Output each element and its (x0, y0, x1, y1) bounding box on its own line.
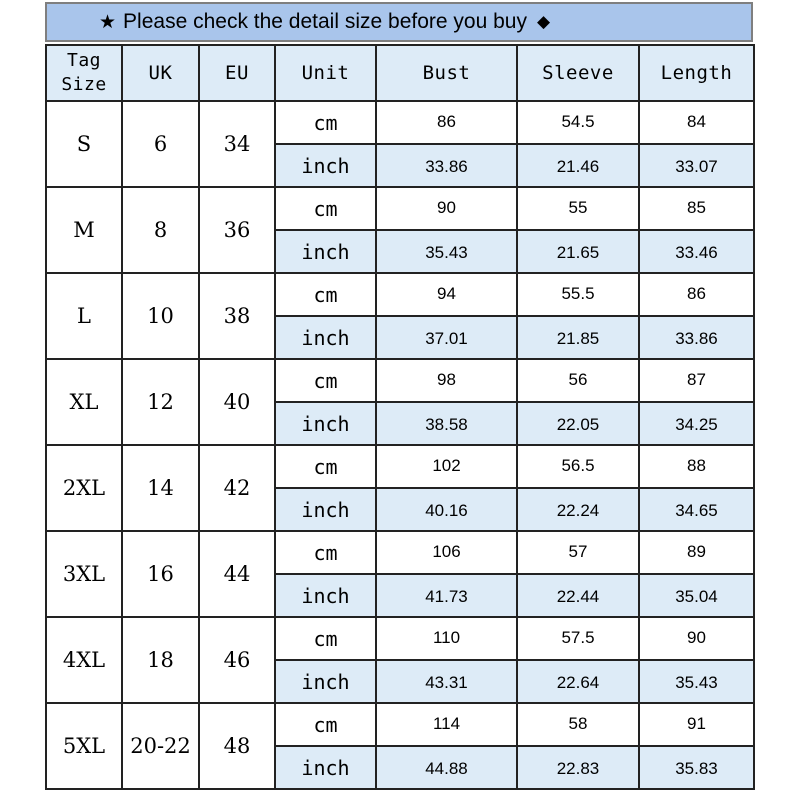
star-icon: ★ (99, 11, 117, 33)
unit-cell-cm: cm (275, 617, 376, 660)
header-tag-line1: Tag (66, 50, 101, 71)
sleeve-cm-cell: 55.5 (517, 273, 639, 316)
tag-size-cell: L (46, 273, 122, 359)
length-inch-cell: 35.83 (639, 746, 754, 789)
unit-cell-inch: inch (275, 144, 376, 187)
unit-cell-cm: cm (275, 101, 376, 144)
header-tag-size (46, 45, 122, 101)
sleeve-inch-cell: 21.85 (517, 316, 639, 359)
bust-cm-cell: 114 (376, 703, 517, 746)
eu-size-cell: 42 (199, 445, 275, 531)
unit-cell-inch: inch (275, 402, 376, 445)
bust-cm-cell: 106 (376, 531, 517, 574)
length-inch-cell: 33.46 (639, 230, 754, 273)
sleeve-cm-cell: 54.5 (517, 101, 639, 144)
bust-inch-cell: 33.86 (376, 144, 517, 187)
unit-cell-inch: inch (275, 316, 376, 359)
unit-cell-inch: inch (275, 574, 376, 617)
length-inch-cell: 33.07 (639, 144, 754, 187)
bust-inch-cell: 44.88 (376, 746, 517, 789)
bust-cm-cell: 90 (376, 187, 517, 230)
sleeve-inch-cell: 22.44 (517, 574, 639, 617)
sleeve-cm-cell: 55 (517, 187, 639, 230)
eu-size-cell: 40 (199, 359, 275, 445)
notice-banner (45, 2, 753, 42)
bust-inch-cell: 35.43 (376, 230, 517, 273)
size-table-body (46, 101, 754, 789)
bust-inch-cell: 43.31 (376, 660, 517, 703)
header-sleeve: Sleeve (517, 45, 639, 101)
uk-size-cell: 20-22 (122, 703, 199, 789)
length-cm-cell: 85 (639, 187, 754, 230)
sleeve-inch-cell: 22.05 (517, 402, 639, 445)
header-unit: Unit (275, 45, 376, 101)
sleeve-inch-cell: 21.65 (517, 230, 639, 273)
unit-cell-cm: cm (275, 273, 376, 316)
sleeve-cm-cell: 57 (517, 531, 639, 574)
bust-cm-cell: 110 (376, 617, 517, 660)
bust-cm-cell: 94 (376, 273, 517, 316)
eu-size-cell: 38 (199, 273, 275, 359)
length-cm-cell: 91 (639, 703, 754, 746)
bust-cm-cell: 98 (376, 359, 517, 402)
table-row-cm (46, 617, 754, 660)
uk-size-cell: 12 (122, 359, 199, 445)
header-tag-line2: Size (61, 74, 107, 95)
uk-size-cell: 8 (122, 187, 199, 273)
unit-cell-inch: inch (275, 660, 376, 703)
tag-size-cell: 2XL (46, 445, 122, 531)
bust-cm-cell: 102 (376, 445, 517, 488)
sleeve-cm-cell: 57.5 (517, 617, 639, 660)
diamond-icon: ◆ (536, 12, 551, 32)
tag-size-cell: M (46, 187, 122, 273)
length-inch-cell: 34.25 (639, 402, 754, 445)
sleeve-inch-cell: 22.64 (517, 660, 639, 703)
bust-inch-cell: 40.16 (376, 488, 517, 531)
length-cm-cell: 86 (639, 273, 754, 316)
uk-size-cell: 16 (122, 531, 199, 617)
uk-size-cell: 18 (122, 617, 199, 703)
header-length: Length (639, 45, 754, 101)
table-row-cm (46, 359, 754, 402)
bust-cm-cell: 86 (376, 101, 517, 144)
sleeve-cm-cell: 58 (517, 703, 639, 746)
sleeve-inch-cell: 22.83 (517, 746, 639, 789)
tag-size-cell: XL (46, 359, 122, 445)
unit-cell-inch: inch (275, 230, 376, 273)
table-row-cm (46, 445, 754, 488)
eu-size-cell: 44 (199, 531, 275, 617)
notice-text: Please check the detail size before you buy (123, 10, 527, 33)
unit-cell-inch: inch (275, 746, 376, 789)
header-row (46, 45, 754, 101)
table-row-cm (46, 101, 754, 144)
sleeve-inch-cell: 22.24 (517, 488, 639, 531)
header-bust: Bust (376, 45, 517, 101)
uk-size-cell: 6 (122, 101, 199, 187)
tag-size-cell: 5XL (46, 703, 122, 789)
tag-size-cell: S (46, 101, 122, 187)
eu-size-cell: 46 (199, 617, 275, 703)
table-row-cm (46, 273, 754, 316)
bust-inch-cell: 41.73 (376, 574, 517, 617)
tag-size-cell: 4XL (46, 617, 122, 703)
length-inch-cell: 34.65 (639, 488, 754, 531)
unit-cell-cm: cm (275, 531, 376, 574)
eu-size-cell: 48 (199, 703, 275, 789)
length-inch-cell: 35.04 (639, 574, 754, 617)
sleeve-cm-cell: 56.5 (517, 445, 639, 488)
length-cm-cell: 87 (639, 359, 754, 402)
sleeve-cm-cell: 56 (517, 359, 639, 402)
uk-size-cell: 10 (122, 273, 199, 359)
unit-cell-cm: cm (275, 187, 376, 230)
size-chart-table (45, 44, 755, 790)
length-cm-cell: 90 (639, 617, 754, 660)
eu-size-cell: 36 (199, 187, 275, 273)
tag-size-cell: 3XL (46, 531, 122, 617)
header-uk: UK (122, 45, 199, 101)
table-row-cm (46, 187, 754, 230)
table-row-cm (46, 531, 754, 574)
unit-cell-cm: cm (275, 359, 376, 402)
length-inch-cell: 35.43 (639, 660, 754, 703)
length-cm-cell: 84 (639, 101, 754, 144)
unit-cell-inch: inch (275, 488, 376, 531)
eu-size-cell: 34 (199, 101, 275, 187)
sleeve-inch-cell: 21.46 (517, 144, 639, 187)
length-inch-cell: 33.86 (639, 316, 754, 359)
table-row-cm (46, 703, 754, 746)
bust-inch-cell: 37.01 (376, 316, 517, 359)
unit-cell-cm: cm (275, 445, 376, 488)
header-eu: EU (199, 45, 275, 101)
length-cm-cell: 88 (639, 445, 754, 488)
unit-cell-cm: cm (275, 703, 376, 746)
uk-size-cell: 14 (122, 445, 199, 531)
length-cm-cell: 89 (639, 531, 754, 574)
bust-inch-cell: 38.58 (376, 402, 517, 445)
